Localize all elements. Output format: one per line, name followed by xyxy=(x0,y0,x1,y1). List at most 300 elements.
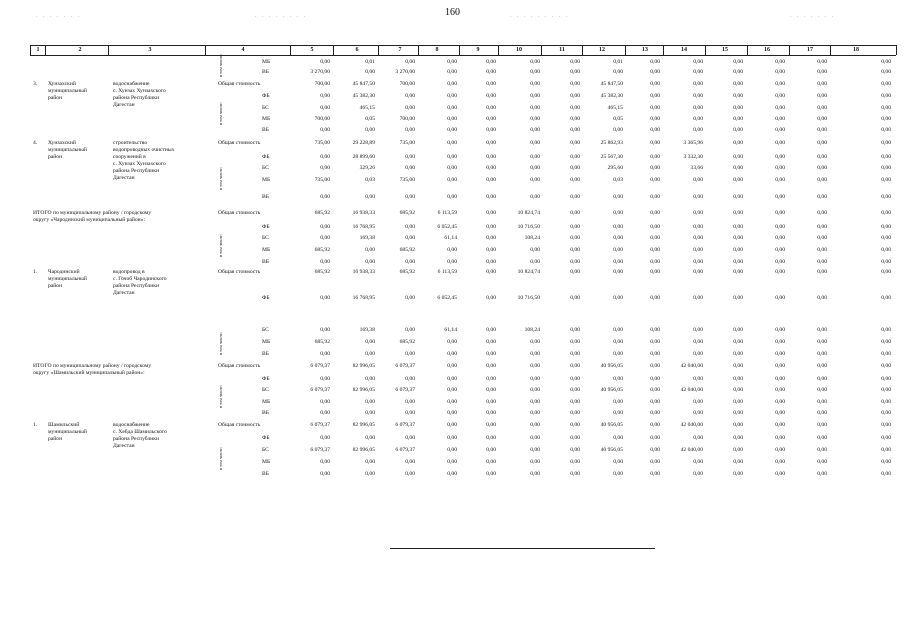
table-cell: 0,00 xyxy=(530,471,540,477)
table-cell: 0,00 xyxy=(570,194,580,200)
table-cell: 0,00 xyxy=(693,177,703,183)
district-name: муниципальный xyxy=(48,276,87,282)
funding-source-label: БС xyxy=(262,327,269,333)
table-cell: 0,00 xyxy=(817,295,827,301)
table-cell: 0,00 xyxy=(775,471,785,477)
table-cell: 0,00 xyxy=(447,140,457,146)
table-cell: 0,00 xyxy=(613,471,623,477)
table-cell: 0,00 xyxy=(365,127,375,133)
table-cell: 0,00 xyxy=(447,247,457,253)
table-cell: 0,00 xyxy=(365,399,375,405)
district-name: Хунзахский xyxy=(48,81,76,87)
table-cell: 0,00 xyxy=(881,69,891,75)
table-cell: 0,00 xyxy=(881,447,891,453)
table-cell: 0,00 xyxy=(693,81,703,87)
table-cell: 700,00 xyxy=(314,81,330,87)
table-cell: 0,00 xyxy=(817,154,827,160)
table-cell: 0,00 xyxy=(486,224,496,230)
table-cell: 0,00 xyxy=(817,363,827,369)
table-cell: 0,00 xyxy=(405,410,415,416)
table-cell: 0,00 xyxy=(733,269,743,275)
table-cell: 0,00 xyxy=(486,351,496,357)
district-name: район xyxy=(48,95,63,101)
table-cell: 0,00 xyxy=(486,154,496,160)
scan-artifact: . . . . . . . . . xyxy=(510,13,570,19)
table-cell: 45 847,50 xyxy=(352,81,375,87)
table-cell: 0,00 xyxy=(320,435,330,441)
table-cell: 6 079,37 xyxy=(310,422,330,428)
table-cell: 685,92 xyxy=(399,339,415,345)
funding-source-label: МБ xyxy=(262,339,271,345)
table-cell: 0,00 xyxy=(447,93,457,99)
funding-source-label: БС xyxy=(262,387,269,393)
table-cell: 0,00 xyxy=(530,351,540,357)
header-divider xyxy=(705,45,706,55)
table-cell: 82 996,05 xyxy=(352,422,375,428)
object-name: с. Гочоб Чародинского xyxy=(113,276,167,282)
table-cell: 40 956,05 xyxy=(600,387,623,393)
table-cell: 0,00 xyxy=(486,247,496,253)
table-cell: 0,00 xyxy=(881,154,891,160)
table-cell: 0,00 xyxy=(405,435,415,441)
table-cell: 0,00 xyxy=(530,459,540,465)
funding-source-label: МБ xyxy=(262,459,271,465)
table-cell: 0,00 xyxy=(881,259,891,265)
table-cell: 40 956,05 xyxy=(600,363,623,369)
table-cell: 0,00 xyxy=(365,351,375,357)
district-name: район xyxy=(48,283,63,289)
table-cell: 0,00 xyxy=(447,259,457,265)
header-divider xyxy=(205,45,206,55)
table-cell: 16 768,95 xyxy=(352,224,375,230)
object-name: Дагестан xyxy=(113,443,135,449)
table-cell: 0,00 xyxy=(570,116,580,122)
table-cell: 0,00 xyxy=(570,210,580,216)
table-cell: 735,00 xyxy=(399,140,415,146)
table-cell: 0,00 xyxy=(365,259,375,265)
table-cell: 0,00 xyxy=(486,363,496,369)
table-cell: 0,00 xyxy=(650,447,660,453)
table-cell: 0,00 xyxy=(775,435,785,441)
table-cell: 42 040,00 xyxy=(680,387,703,393)
header-divider xyxy=(830,45,831,55)
table-cell: 0,00 xyxy=(405,154,415,160)
table-cell: 0,00 xyxy=(775,447,785,453)
table-cell: 0,00 xyxy=(775,59,785,65)
table-cell: 0,00 xyxy=(733,105,743,111)
table-cell: 0,00 xyxy=(881,376,891,382)
table-cell: 0,00 xyxy=(405,194,415,200)
row-number: 4. xyxy=(33,140,38,146)
table-cell: 0,00 xyxy=(693,471,703,477)
table-cell: 6 052,45 xyxy=(437,295,457,301)
funding-source-label: Общая стоимость xyxy=(218,81,261,87)
table-cell: 0,00 xyxy=(693,224,703,230)
table-cell: 685,92 xyxy=(399,247,415,253)
table-cell: 0,00 xyxy=(733,177,743,183)
header-col-17: 17 xyxy=(807,47,813,53)
table-cell: 295,60 xyxy=(607,165,623,171)
table-cell: 0,00 xyxy=(650,247,660,253)
including-label: в том числе: xyxy=(218,102,223,125)
table-cell: 0,00 xyxy=(693,339,703,345)
table-cell: 0,00 xyxy=(775,327,785,333)
table-cell: 0,00 xyxy=(881,105,891,111)
table-cell: 0,00 xyxy=(775,81,785,87)
header-divider xyxy=(896,45,897,55)
table-cell: 0,00 xyxy=(817,177,827,183)
table-cell: 0,00 xyxy=(650,410,660,416)
table-cell: 0,00 xyxy=(320,295,330,301)
including-label: в том числе: xyxy=(218,54,223,77)
table-cell: 0,00 xyxy=(817,269,827,275)
table-cell: 0,00 xyxy=(693,194,703,200)
funding-source-label: МБ xyxy=(262,247,271,253)
header-col-9: 9 xyxy=(476,47,480,53)
table-cell: 42 040,00 xyxy=(680,447,703,453)
table-cell: 169,38 xyxy=(359,327,375,333)
table-cell: 42 040,00 xyxy=(680,363,703,369)
table-cell: 0,00 xyxy=(693,116,703,122)
object-name: района Республики xyxy=(113,168,160,174)
table-cell: 700,00 xyxy=(399,116,415,122)
table-cell: 0,00 xyxy=(530,447,540,453)
table-cell: 108,24 xyxy=(524,327,540,333)
table-cell: 0,00 xyxy=(650,422,660,428)
table-cell: 685,92 xyxy=(314,339,330,345)
table-cell: 0,00 xyxy=(320,327,330,333)
table-cell: 0,00 xyxy=(613,127,623,133)
table-cell: 0,00 xyxy=(320,224,330,230)
table-cell: 6 079,37 xyxy=(395,422,415,428)
table-cell: 0,00 xyxy=(733,410,743,416)
table-cell: 0,00 xyxy=(486,127,496,133)
table-cell: 0,00 xyxy=(613,376,623,382)
table-cell: 0,00 xyxy=(881,269,891,275)
table-cell: 0,00 xyxy=(817,399,827,405)
table-cell: 0,00 xyxy=(613,259,623,265)
table-cell: 16 938,33 xyxy=(352,210,375,216)
table-cell: 0,00 xyxy=(775,295,785,301)
object-name: Дагестан xyxy=(113,175,135,181)
table-cell: 0,00 xyxy=(775,399,785,405)
table-cell: 0,00 xyxy=(775,116,785,122)
table-cell: 0,00 xyxy=(530,93,540,99)
table-cell: 0,00 xyxy=(570,376,580,382)
table-cell: 0,00 xyxy=(733,422,743,428)
including-label: в том числе: xyxy=(218,332,223,355)
object-name: с. Хунзах Хунзахского xyxy=(113,88,166,94)
table-cell: 0,00 xyxy=(693,235,703,241)
table-cell: 0,00 xyxy=(733,127,743,133)
header-divider xyxy=(108,45,109,55)
table-cell: 0,00 xyxy=(486,376,496,382)
table-cell: 0,00 xyxy=(447,116,457,122)
table-cell: 45 847,50 xyxy=(600,81,623,87)
header-col-3: 3 xyxy=(148,47,152,53)
table-cell: 0,00 xyxy=(775,93,785,99)
table-cell: 0,00 xyxy=(817,127,827,133)
table-cell: 0,00 xyxy=(405,224,415,230)
table-cell: 0,00 xyxy=(775,194,785,200)
including-label: в том числе: xyxy=(218,167,223,190)
table-cell: 0,00 xyxy=(733,224,743,230)
table-cell: 0,00 xyxy=(817,235,827,241)
table-cell: 0,00 xyxy=(570,459,580,465)
table-header xyxy=(30,45,896,56)
table-cell: 0,00 xyxy=(447,376,457,382)
row-number: 3. xyxy=(33,81,38,87)
table-cell: 0,00 xyxy=(817,224,827,230)
funding-source-label: БС xyxy=(262,447,269,453)
table-cell: 0,00 xyxy=(881,471,891,477)
table-cell: 40 956,05 xyxy=(600,447,623,453)
table-cell: 0,00 xyxy=(817,140,827,146)
header-divider xyxy=(747,45,748,55)
table-cell: 0,00 xyxy=(881,127,891,133)
table-cell: 0,00 xyxy=(405,59,415,65)
table-cell: 0,00 xyxy=(775,339,785,345)
table-cell: 0,00 xyxy=(570,471,580,477)
table-cell: 0,00 xyxy=(530,69,540,75)
header-col-15: 15 xyxy=(722,47,728,53)
table-cell: 0,00 xyxy=(733,194,743,200)
object-name: сооружений в xyxy=(113,154,146,160)
table-cell: 0,00 xyxy=(365,410,375,416)
table-cell: 0,00 xyxy=(817,410,827,416)
table-cell: 0,00 xyxy=(817,116,827,122)
table-cell: 0,00 xyxy=(530,247,540,253)
table-cell: 0,00 xyxy=(447,59,457,65)
table-cell: 0,00 xyxy=(405,127,415,133)
district-name: муниципальный xyxy=(48,429,87,435)
table-cell: 0,00 xyxy=(530,363,540,369)
header-col-6: 6 xyxy=(355,47,359,53)
table-cell: 0,00 xyxy=(693,459,703,465)
table-cell: 0,00 xyxy=(733,363,743,369)
scan-artifact: . . . . . . . xyxy=(790,13,836,19)
table-cell: 0,00 xyxy=(320,165,330,171)
table-cell: 0,00 xyxy=(613,69,623,75)
table-cell: 0,00 xyxy=(775,235,785,241)
table-cell: 0,00 xyxy=(570,422,580,428)
table-cell: 0,01 xyxy=(613,59,623,65)
table-cell: 0,00 xyxy=(405,471,415,477)
table-cell: 0,00 xyxy=(530,410,540,416)
table-cell: 0,00 xyxy=(486,339,496,345)
table-cell: 0,00 xyxy=(447,194,457,200)
row-number: 1. xyxy=(33,422,38,428)
funding-source-label: ФБ xyxy=(262,376,270,382)
table-cell: 0,00 xyxy=(365,459,375,465)
table-cell: 0,00 xyxy=(881,210,891,216)
table-cell: 0,00 xyxy=(693,410,703,416)
table-cell: 0,00 xyxy=(693,210,703,216)
table-cell: 0,00 xyxy=(650,69,660,75)
header-divider xyxy=(498,45,499,55)
district-name: муниципальный xyxy=(48,88,87,94)
total-label: округу «Шамильский муниципальный район»: xyxy=(33,370,145,376)
table-cell: 0,00 xyxy=(733,59,743,65)
table-cell: 0,00 xyxy=(733,376,743,382)
table-cell: 0,00 xyxy=(613,435,623,441)
table-cell: 0,00 xyxy=(570,127,580,133)
header-divider xyxy=(625,45,626,55)
table-cell: 0,00 xyxy=(817,459,827,465)
table-cell: 0,00 xyxy=(650,194,660,200)
table-cell: 6 079,37 xyxy=(310,387,330,393)
table-cell: 0,03 xyxy=(365,177,375,183)
funding-source-label: МБ xyxy=(262,59,271,65)
table-cell: 0,00 xyxy=(447,447,457,453)
table-cell: 685,92 xyxy=(399,210,415,216)
table-cell: 0,00 xyxy=(405,295,415,301)
table-cell: 0,00 xyxy=(733,387,743,393)
object-name: района Республики xyxy=(113,283,160,289)
table-cell: 0,00 xyxy=(733,259,743,265)
table-cell: 0,00 xyxy=(486,410,496,416)
table-cell: 82 996,05 xyxy=(352,447,375,453)
table-cell: 0,00 xyxy=(570,339,580,345)
table-cell: 0,00 xyxy=(693,105,703,111)
table-cell: 0,00 xyxy=(447,471,457,477)
table-cell: 0,00 xyxy=(486,59,496,65)
table-cell: 0,00 xyxy=(530,127,540,133)
table-cell: 0,00 xyxy=(365,69,375,75)
table-cell: 735,00 xyxy=(314,177,330,183)
table-cell: 0,03 xyxy=(613,177,623,183)
table-cell: 0,00 xyxy=(650,471,660,477)
table-cell: 0,00 xyxy=(881,339,891,345)
table-cell: 10 716,50 xyxy=(517,295,540,301)
table-cell: 0,00 xyxy=(530,116,540,122)
table-cell: 0,00 xyxy=(570,399,580,405)
table-cell: 0,00 xyxy=(530,259,540,265)
table-cell: 0,00 xyxy=(530,399,540,405)
table-cell: 0,00 xyxy=(733,447,743,453)
funding-source-label: ФБ xyxy=(262,435,270,441)
table-cell: 0,00 xyxy=(733,154,743,160)
header-col-18: 18 xyxy=(853,47,859,53)
table-cell: 0,00 xyxy=(486,327,496,333)
table-cell: 0,00 xyxy=(405,259,415,265)
table-cell: 3 365,96 xyxy=(683,140,703,146)
header-col-7: 7 xyxy=(398,47,402,53)
table-cell: 0,00 xyxy=(775,351,785,357)
table-cell: 0,00 xyxy=(733,247,743,253)
table-cell: 0,00 xyxy=(530,177,540,183)
table-cell: 0,00 xyxy=(775,210,785,216)
table-cell: 0,00 xyxy=(570,269,580,275)
table-cell: 6 079,37 xyxy=(310,447,330,453)
table-cell: 16 768,95 xyxy=(352,295,375,301)
table-cell: 0,00 xyxy=(613,459,623,465)
table-cell: 0,00 xyxy=(881,399,891,405)
table-cell: 0,00 xyxy=(650,376,660,382)
header-divider xyxy=(459,45,460,55)
table-cell: 0,00 xyxy=(570,247,580,253)
district-name: Шамильский xyxy=(48,422,80,428)
district-name: Хунзахский xyxy=(48,140,76,146)
table-cell: 0,00 xyxy=(486,165,496,171)
table-cell: 700,00 xyxy=(314,116,330,122)
table-cell: 0,00 xyxy=(775,269,785,275)
table-cell: 0,05 xyxy=(365,116,375,122)
table-cell: 0,00 xyxy=(817,69,827,75)
table-cell: 0,00 xyxy=(613,295,623,301)
table-cell: 685,92 xyxy=(314,247,330,253)
table-cell: 0,00 xyxy=(405,459,415,465)
table-cell: 0,00 xyxy=(650,93,660,99)
table-cell: 0,00 xyxy=(693,247,703,253)
table-cell: 0,00 xyxy=(486,259,496,265)
table-cell: 0,00 xyxy=(693,376,703,382)
table-cell: 25 567,30 xyxy=(600,154,623,160)
table-cell: 0,00 xyxy=(733,471,743,477)
table-cell: 0,00 xyxy=(447,387,457,393)
table-cell: 0,00 xyxy=(613,339,623,345)
table-cell: 0,00 xyxy=(570,105,580,111)
district-name: район xyxy=(48,436,63,442)
funding-source-label: ВБ xyxy=(262,351,269,357)
header-col-13: 13 xyxy=(642,47,648,53)
table-cell: 0,00 xyxy=(650,127,660,133)
table-cell: 0,00 xyxy=(733,351,743,357)
table-cell: 6 079,37 xyxy=(395,363,415,369)
funding-source-label: БС xyxy=(262,165,269,171)
table-cell: 33,66 xyxy=(690,165,703,171)
header-col-4: 4 xyxy=(241,47,245,53)
table-cell: 0,00 xyxy=(447,459,457,465)
funding-source-label: МБ xyxy=(262,116,271,122)
table-cell: 82 996,05 xyxy=(352,387,375,393)
table-cell: 0,00 xyxy=(530,422,540,428)
table-cell: 0,00 xyxy=(881,410,891,416)
funding-source-label: МБ xyxy=(262,399,271,405)
object-name: водоснабжение xyxy=(113,81,150,87)
table-cell: 0,00 xyxy=(365,247,375,253)
table-cell: 0,00 xyxy=(570,435,580,441)
table-cell: 0,00 xyxy=(486,447,496,453)
table-cell: 0,00 xyxy=(570,165,580,171)
table-cell: 25 862,93 xyxy=(600,140,623,146)
table-cell: 0,00 xyxy=(486,93,496,99)
table-cell: 0,00 xyxy=(365,376,375,382)
table-cell: 6 079,37 xyxy=(395,447,415,453)
table-cell: 0,00 xyxy=(650,387,660,393)
table-cell: 0,00 xyxy=(817,81,827,87)
table-cell: 0,00 xyxy=(650,154,660,160)
table-cell: 0,00 xyxy=(881,116,891,122)
table-cell: 0,00 xyxy=(486,295,496,301)
funding-source-label: ВБ xyxy=(262,259,269,265)
table-cell: 0,00 xyxy=(530,387,540,393)
including-label: в том числе: xyxy=(218,447,223,470)
table-cell: 0,00 xyxy=(486,69,496,75)
table-cell: 0,00 xyxy=(775,154,785,160)
table-cell: 0,00 xyxy=(881,224,891,230)
header-col-1: 1 xyxy=(36,47,40,53)
table-cell: 0,00 xyxy=(405,351,415,357)
header-col-8: 8 xyxy=(435,47,439,53)
table-cell: 0,01 xyxy=(365,59,375,65)
table-cell: 0,00 xyxy=(650,351,660,357)
object-name: строительство xyxy=(113,140,148,146)
table-cell: 0,00 xyxy=(881,387,891,393)
table-cell: 0,00 xyxy=(447,154,457,160)
table-cell: 0,00 xyxy=(817,247,827,253)
table-cell: 0,00 xyxy=(447,410,457,416)
